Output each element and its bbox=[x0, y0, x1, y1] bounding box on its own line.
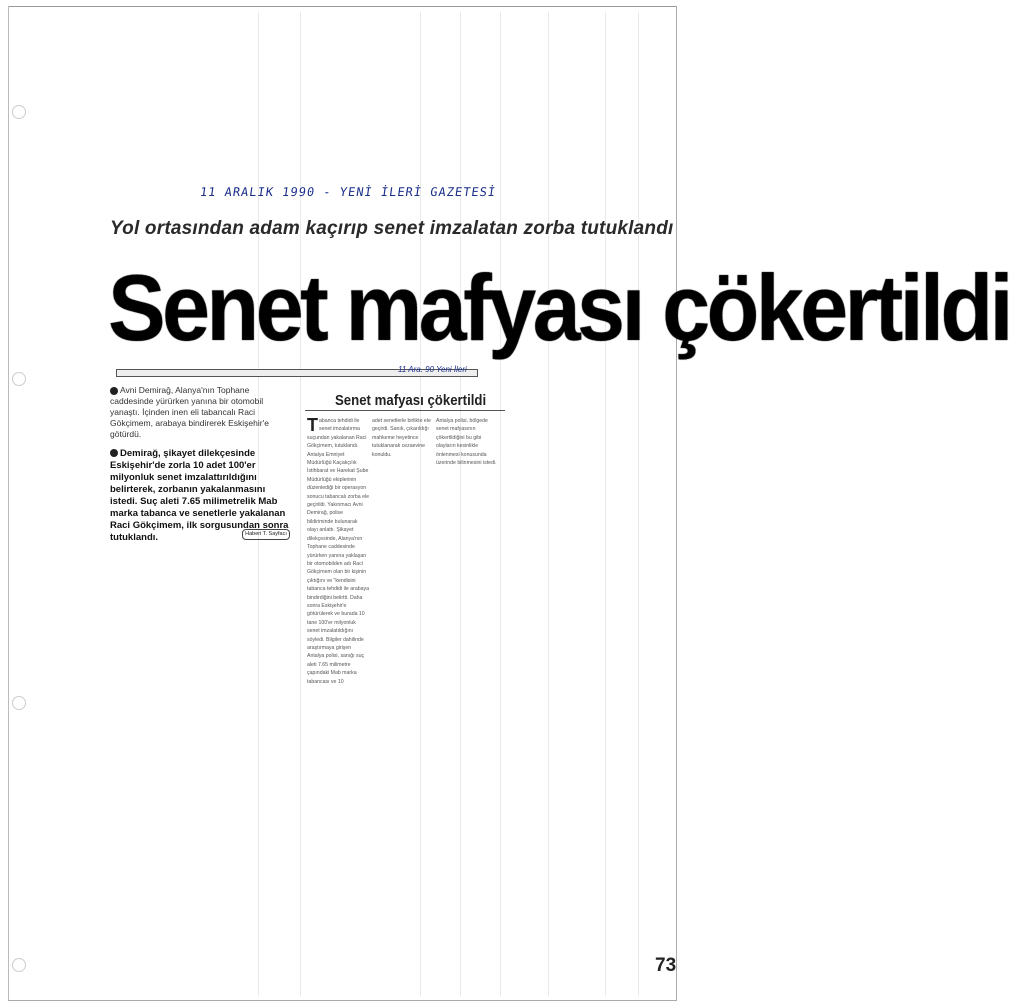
punch-hole bbox=[12, 372, 26, 386]
headline-main bbox=[108, 248, 1010, 368]
ruled-line bbox=[605, 12, 606, 996]
headline-subtitle: Yol ortasından adam kaçırıp senet imzalatan zorba tutuklandı bbox=[110, 218, 674, 239]
ruled-line bbox=[548, 12, 549, 996]
page-border-bottom bbox=[8, 1000, 677, 1001]
ruled-line bbox=[420, 12, 421, 996]
page-border-right bbox=[676, 6, 677, 1000]
page-border-left bbox=[8, 6, 9, 1000]
bullet-icon bbox=[110, 449, 118, 457]
byline-credit: Haberi T. Sayfacı bbox=[242, 529, 290, 540]
intro-text: Avni Demirağ, Alanya'nın Tophane caddesinde yürürken yanına bir otomobil yanaştı. İçinden inen eli tabancalı Raci Gökçimem, arabaya bindirerek Eskişehir'e götürdü. bbox=[110, 385, 269, 439]
article-column-1-text: abanca tehdidi ile senet imzalatırma suçundan yakalanan Raci Gökçimem, tutuklandı. Antalya Emniyet Müdürlüğü Kaçakçılık İstihbarat ve Harekat Şube Müdürlüğü ekiplerinin düzenlediği bir operasyon sonucu tabancalı zorba ele geçirildi. Yakınmacı Avni Demirağ, polise bildiriminde bulunarak olayı anlattı. Şikayet dilekçesinde, Alanya'nın Tophane caddesinde yürürken yanına yaklaşan bir otomobilden adı Raci Gökçimem olan bir kişinin çıktığını ve "kendisini tabanca tehdidi ile arabaya bindirdiğini belirtti. Daha sonra Eskişehir'e götürülerek ve burada 10 tane 100'er milyonluk senet imzalatıldığını söyledi. Bilgiler dahilinde araştırmaya girişen Antalya polisi, sanığı suç aleti 7.65 milimetre çapındaki Mab marka tabancası ve 10 bbox=[307, 418, 370, 685]
lead-text: Demirağ, şikayet dilekçesinde Eskişehir'de zorla 10 adet 100'er milyonluk senet imzalattırıldığını belirterek, zorbanın yakalanmasını istedi. Suç aleti 7.65 milimetrelik Mab marka tabanca ve senetlerle yakalanan Raci Gökçimem, ilk sorgusundan sonra tutuklandı. bbox=[110, 448, 289, 543]
headline-main-text: Senet mafyası çökertildi bbox=[108, 255, 1010, 360]
handwritten-date-note: 11 Ara. 90 Yeni İleri bbox=[398, 365, 467, 374]
bullet-icon bbox=[110, 387, 118, 395]
punch-hole bbox=[12, 105, 26, 119]
article-column-3: Antalya polisi, bölgede senet mafyasının çökertildiğini bu gibi olayların kesinlikle önlenmesi konusunda üzerinde bilinmesini istedi. bbox=[436, 418, 497, 467]
ruled-line bbox=[500, 12, 501, 996]
ruled-line bbox=[300, 12, 301, 996]
ruled-line bbox=[460, 12, 461, 996]
page-border-top bbox=[8, 6, 677, 7]
punch-hole bbox=[12, 958, 26, 972]
handwritten-source-note: 11 ARALIK 1990 - YENİ İLERİ GAZETESİ bbox=[199, 185, 498, 199]
article-column-1 bbox=[307, 417, 369, 686]
intro-paragraph bbox=[110, 385, 290, 440]
punch-hole bbox=[12, 696, 26, 710]
article-title: Senet mafyası çökertildi bbox=[335, 392, 487, 409]
ruled-line bbox=[638, 12, 639, 996]
drop-cap: T bbox=[307, 415, 318, 435]
page-number: 73 bbox=[655, 955, 677, 976]
article-title-rule bbox=[305, 410, 505, 411]
article-column-2: adet senetlerle birlikte ele geçirdi. Sanık, çıkarıldığı mahkeme heyetince tutuklanarak cezaevine konuldu. bbox=[372, 418, 431, 458]
